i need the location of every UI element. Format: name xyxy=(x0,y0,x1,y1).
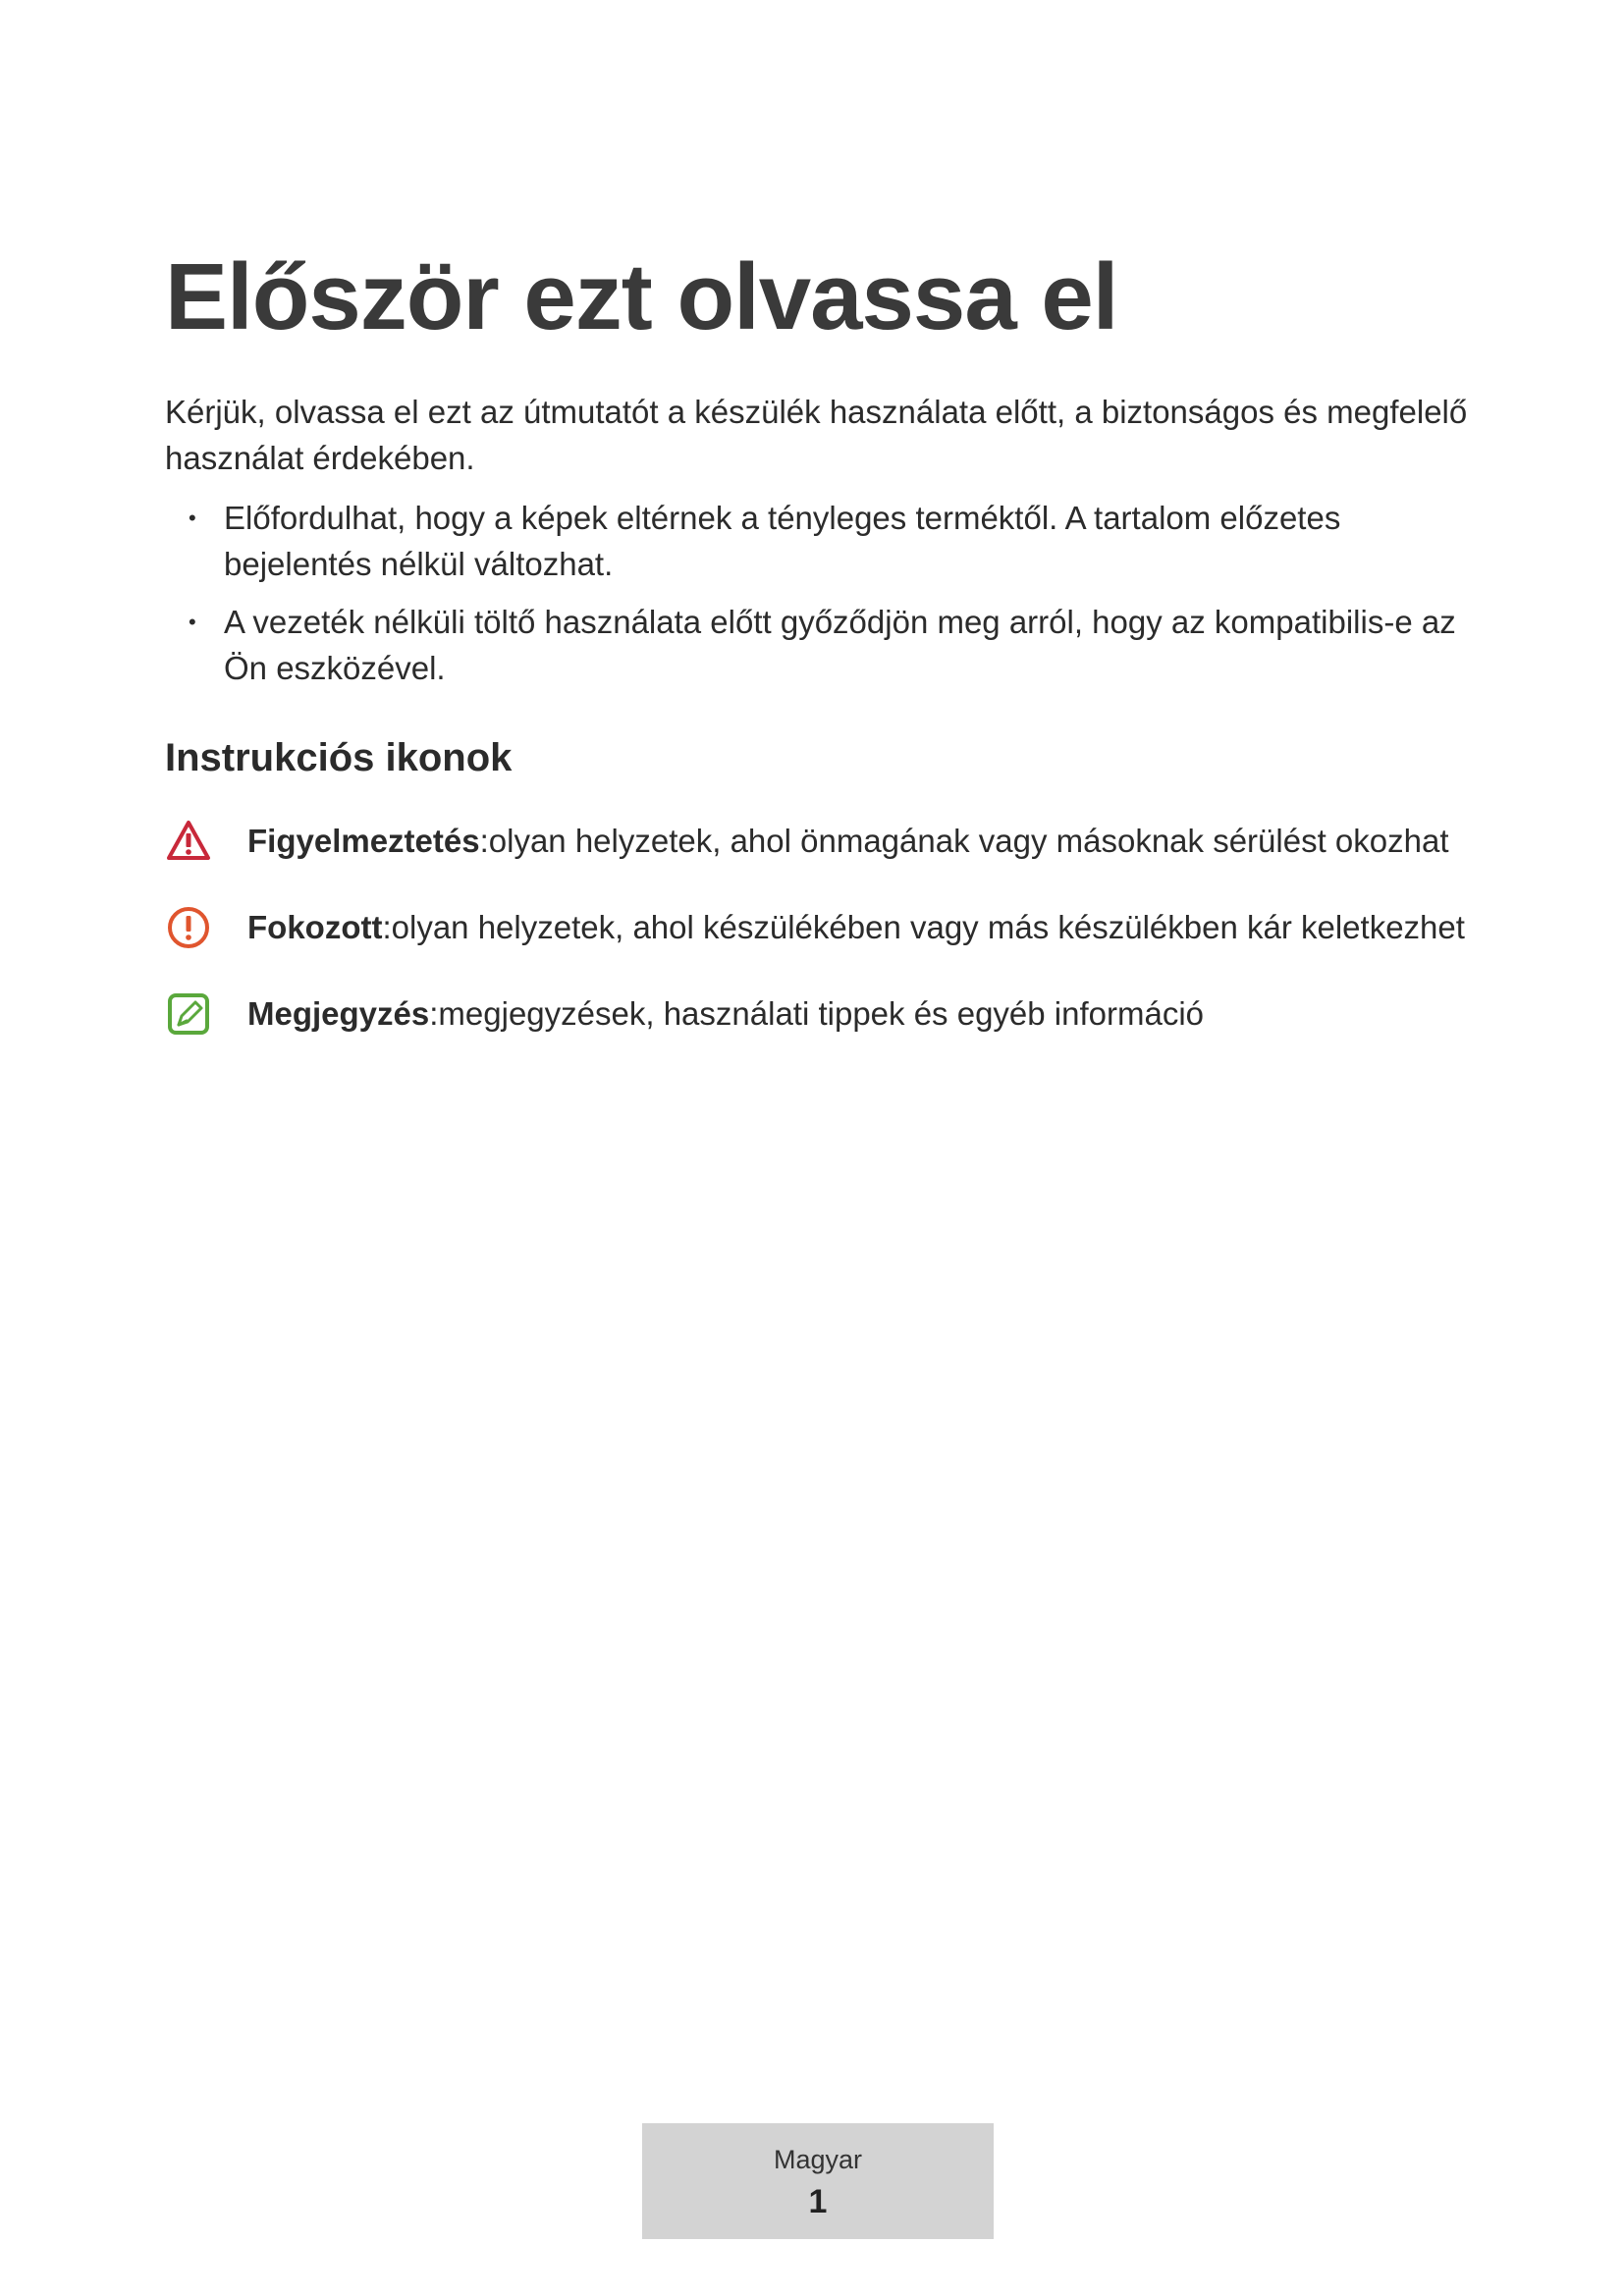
instruction-description: olyan helyzetek, ahol készülékében vagy más készülékben kár keletkezhet xyxy=(391,909,1465,945)
note-pencil-icon xyxy=(165,990,212,1038)
label-separator: : xyxy=(479,823,489,859)
page-footer xyxy=(642,2123,994,2239)
instruction-label: Megjegyzés xyxy=(247,995,430,1032)
instruction-row-caution xyxy=(165,903,1465,952)
list-item xyxy=(165,495,1481,587)
intro-paragraph: Kérjük, olvassa el ezt az útmutatót a készülék használata előtt, a biztonságos és megfelelő használat érdekében. xyxy=(165,394,1468,476)
instruction-description: megjegyzések, használati tippek és egyéb információ xyxy=(438,995,1205,1032)
instruction-description: olyan helyzetek, ahol önmagának vagy másoknak sérülést okozhat xyxy=(488,823,1449,859)
label-separator: : xyxy=(382,909,392,945)
caution-exclamation-icon xyxy=(165,904,212,951)
notice-list xyxy=(165,495,1481,703)
label-separator: : xyxy=(429,995,439,1032)
page-title: Először ezt olvassa el xyxy=(165,244,1118,349)
section-heading: Instrukciós ikonok xyxy=(165,736,513,779)
page-number: 1 xyxy=(808,2183,828,2220)
instruction-row-note xyxy=(165,989,1204,1039)
bullet-icon: • xyxy=(189,610,196,634)
warning-triangle-icon xyxy=(165,818,212,865)
footer-language: Magyar xyxy=(773,2145,863,2174)
instruction-label: Figyelmeztetés xyxy=(247,823,480,859)
list-item-text: Előfordulhat, hogy a képek eltérnek a tényleges terméktől. A tartalom előzetes bejelentés nélkül változhat. xyxy=(224,500,1341,582)
instruction-label: Fokozott xyxy=(247,909,383,945)
list-item-text: A vezeték nélküli töltő használata előtt győződjön meg arról, hogy az kompatibilis-e az Ön eszközével. xyxy=(224,604,1456,686)
instruction-row-warning xyxy=(165,817,1449,866)
bullet-icon: • xyxy=(189,506,196,530)
list-item xyxy=(165,599,1481,691)
